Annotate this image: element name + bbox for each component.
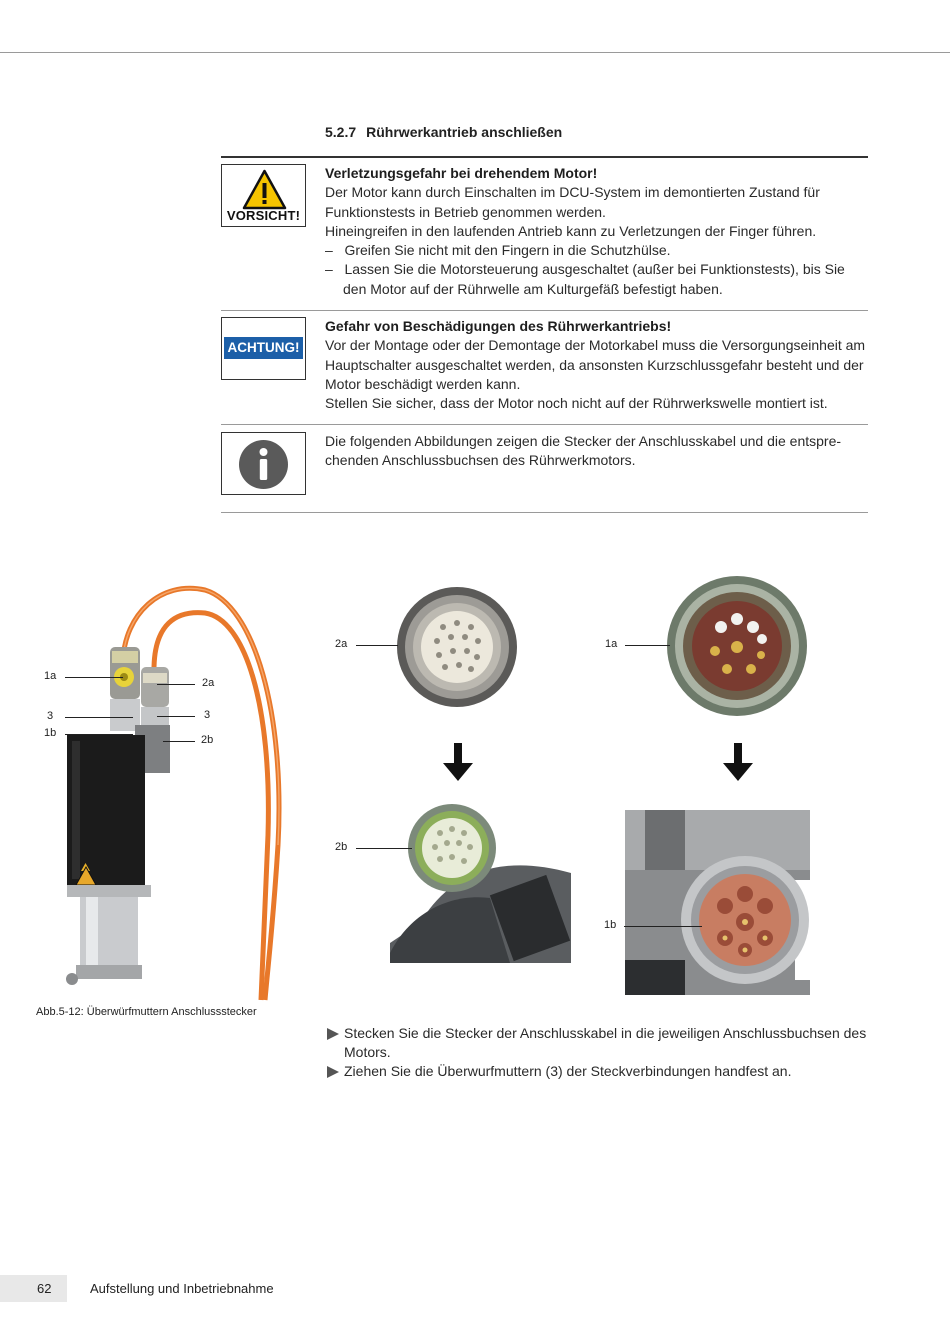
callout-1a: 1a xyxy=(44,670,57,682)
callout-plug-2b: 2b xyxy=(335,841,348,853)
leader-line xyxy=(625,645,670,646)
arrow-down-icon xyxy=(443,743,473,781)
attention-line: Stellen Sie sicher, dass der Motor noch nicht auf der Rührwerkswelle montiert ist. xyxy=(325,395,828,412)
caution-title: Verletzungsgefahr bei drehendem Motor! xyxy=(325,165,598,181)
arrow-down-icon xyxy=(723,743,753,781)
section-heading xyxy=(325,124,562,140)
motor-photo xyxy=(40,585,295,1003)
caution-notice xyxy=(221,164,868,304)
callout-socket-1b: 1b xyxy=(604,919,617,931)
leader-line xyxy=(624,926,702,927)
leader-line xyxy=(163,741,195,742)
page-number: 62 xyxy=(37,1281,52,1296)
leader-line xyxy=(65,734,133,735)
attention-text xyxy=(325,317,870,413)
info-notice xyxy=(221,432,868,502)
section-number: 5.2.7 xyxy=(325,124,357,140)
header-rule xyxy=(0,52,950,53)
leader-line xyxy=(157,684,195,685)
attention-icon-box xyxy=(221,317,306,380)
info-icon-box xyxy=(221,432,306,495)
attention-label: ACHTUNG! xyxy=(224,337,303,359)
section-rule xyxy=(221,156,868,158)
notice-divider xyxy=(221,310,868,311)
section-title: Rührwerkantrieb anschließen xyxy=(366,124,563,140)
instruction-steps xyxy=(327,1024,872,1081)
attention-notice xyxy=(221,317,868,417)
callout-2b: 2b xyxy=(201,734,214,746)
caution-bullet: – Lassen Sie die Motorsteuerung ausgeschaltet (außer bei Funktionstests), bis Sie den Motor auf der Rührwelle am Kulturgefäß befestigt haben. xyxy=(325,261,845,297)
plug-2a-photo xyxy=(395,585,519,709)
figure-caption: Abb.5-12: Überwürfmuttern Anschlussstecker xyxy=(36,1006,257,1018)
caution-text xyxy=(325,164,870,299)
caution-label: VORSICHT! xyxy=(226,208,301,223)
step-arrow-icon xyxy=(327,1028,339,1040)
callout-plug-2a: 2a xyxy=(335,638,348,650)
step-item: Ziehen Sie die Überwurfmuttern (3) der Steckverbindungen handfest an. xyxy=(327,1062,872,1081)
caution-icon-box xyxy=(221,164,306,227)
socket-1b-photo xyxy=(625,810,810,995)
caution-line: Der Motor kann durch Einschalten im DCU-System im demontierten Zustand für Funktionstests in Betrieb genommen werden. xyxy=(325,184,820,220)
info-icon xyxy=(221,432,306,495)
info-text xyxy=(325,432,870,471)
attention-title: Gefahr von Beschädigungen des Rührwerkantriebs! xyxy=(325,318,672,334)
footer-chapter-title: Aufstellung und Inbetriebnahme xyxy=(90,1281,274,1296)
caution-line: Hineingreifen in den laufenden Antrieb kann zu Verletzungen der Finger führen. xyxy=(325,222,817,239)
notice-divider xyxy=(221,512,868,513)
step-item: Stecken Sie die Stecker der Anschlusskabel in die jeweiligen Anschlussbuchsen des Motors. xyxy=(327,1024,872,1062)
page-number-box xyxy=(0,1275,67,1302)
leader-line xyxy=(157,716,195,717)
socket-1a-photo xyxy=(665,575,809,717)
attention-line: Vor der Montage oder der Demontage der Motorkabel muss die Versorgungseinheit am Hauptschalter ausgeschaltet werden, da ansonsten Kurzschlussgefahr besteht und der Motor beschädigt werden kann. xyxy=(325,337,866,392)
info-line: chenden Anschlussbuchsen des Rührwerkmotors. xyxy=(325,452,636,469)
caution-bullet: – Greifen Sie nicht mit den Fingern in die Schutzhülse. xyxy=(325,242,671,259)
step-arrow-icon xyxy=(327,1066,339,1078)
leader-line xyxy=(65,717,133,718)
leader-line xyxy=(356,848,412,849)
callout-socket-1a: 1a xyxy=(605,638,618,650)
notice-divider xyxy=(221,424,868,425)
callout-3-right: 3 xyxy=(204,709,211,721)
callout-3-left: 3 xyxy=(47,710,54,722)
callout-1b: 1b xyxy=(44,727,57,739)
callout-2a: 2a xyxy=(202,677,215,689)
leader-line xyxy=(65,677,123,678)
info-line: Die folgenden Abbildungen zeigen die Stecker der Anschlusskabel und die entspre- xyxy=(325,433,842,449)
leader-line xyxy=(356,645,398,646)
plug-2b-photo xyxy=(390,803,571,963)
